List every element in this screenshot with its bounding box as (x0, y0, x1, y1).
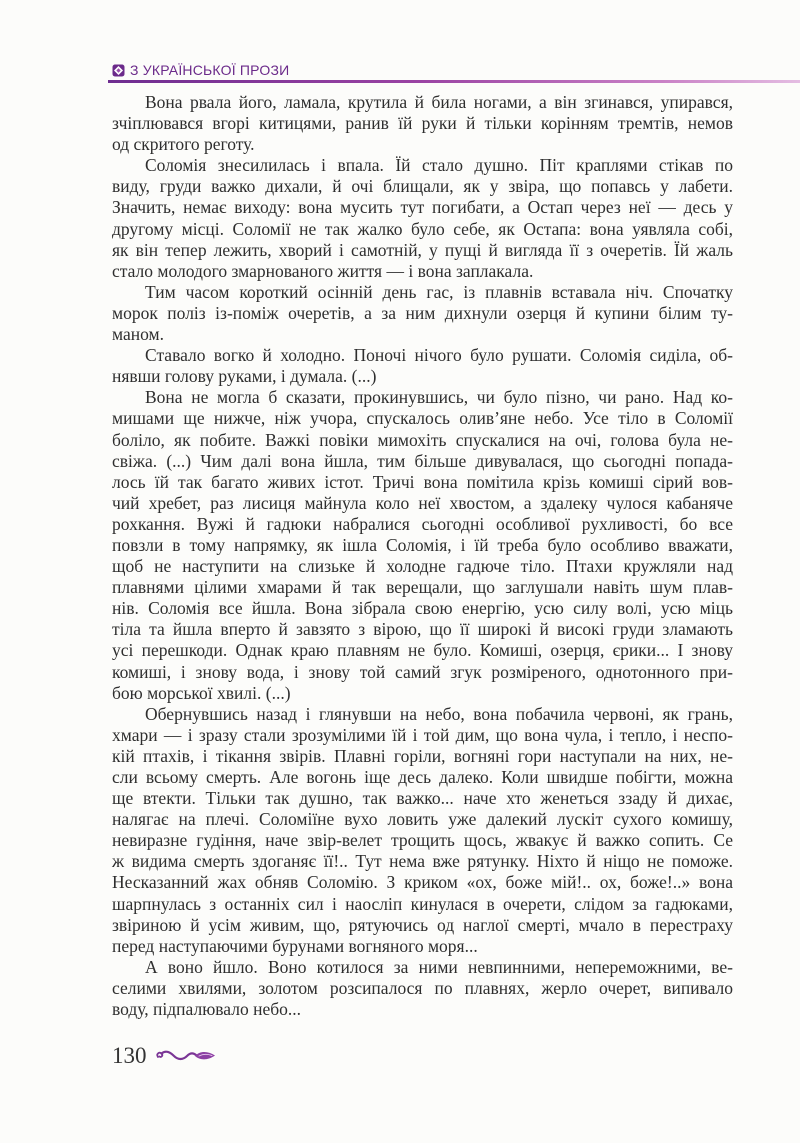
text-line: нів. Соломія все йшла. Вона зібрала свою енергію, усю силу волі, усю міць (112, 598, 733, 619)
text-line: стало молодого змарнованого життя — і вона заплакала. (112, 260, 534, 281)
ornament-square-icon (112, 64, 125, 77)
text-line: селими хвилями, золотом розсипалося по плавнях, жерло очерет, випивало (112, 977, 733, 998)
text-line: звіриною й усім живим, що, рятуючись од наглої смерті, мчало в перестраху (112, 914, 733, 935)
text-line: Несказанний жах обняв Соломію. З криком «ох, боже мій!.. ох, боже!..» вона (112, 872, 733, 893)
text-line: повзли в тому напрямку, як ішла Соломія, і їй треба було особливо вважати, (112, 534, 733, 555)
running-header (112, 62, 289, 78)
text-line: Значить, немає виходу: вона мусить тут погибати, а Остап через неї — десь у (112, 197, 733, 218)
page-number: 130 (112, 1043, 147, 1068)
text-line: комиші, і знову вода, і знову той самий згук розміреного, однотонного при- (112, 661, 733, 682)
flourish-ornament-icon (155, 1048, 217, 1064)
text-line: Вона рвала його, ламала, крутила й била ногами, а він згинався, упирався, (145, 92, 733, 112)
paragraph (112, 704, 733, 957)
text-line: свіжа. (...) Чим далі вона йшла, тим більше дивувалася, що сьогодні попада- (112, 450, 733, 471)
text-line: хмари — і зразу стали зрозумілими їй і той дим, що вона чула, і тепло, і неспо- (112, 724, 733, 745)
text-line: А воно йшло. Воно котилося за ними невпинними, непереможними, ве- (145, 956, 733, 977)
text-line: ще втекти. Тільки так душно, так важко... наче хто женеться ззаду й дихає, (112, 788, 733, 809)
text-line: налягає на плечі. Соломіїне вухо ловить уже далекий лускіт сухого комишу, (112, 809, 733, 830)
text-line: воду, підпалювало небо... (112, 999, 301, 1020)
text-line: од скритого реготу. (112, 134, 255, 155)
paragraph (112, 345, 733, 387)
text-line: Ставало вогко й холодно. Поночі нічого було рушати. Соломія сиділа, об- (145, 345, 733, 366)
text-line: тіла та йшла вперто й завзято з вірою, що її широкі й високі груди зламають (112, 619, 733, 640)
body-text (112, 92, 733, 1020)
text-line: ж видима смерть здоганяє її!.. Тут нема вже рятунку. Ніхто й ніщо не поможе. (112, 851, 733, 872)
text-line: щоб не наступити на слизьке й холодне гадюче тіло. Птахи кружляли над (112, 556, 733, 577)
text-line: як він тепер лежить, хворий і самотній, у пущі й вигляда її з очеретів. Їй жаль (112, 239, 733, 260)
text-line: виду, груди важко дихали, й очі блищали, як у звіра, що попавсь у лабети. (112, 176, 733, 197)
text-line: Вона не могла б сказати, прокинувшись, чи було пізно, чи рано. Над ко- (145, 387, 733, 408)
text-line: боліло, як побите. Важкі повіки мимохіть спускалися на очі, голова була не- (112, 429, 733, 450)
paragraph (112, 282, 733, 345)
text-line: морок поліз із-поміж очеретів, а за ним дихнули озерця й купини білим ту- (112, 302, 733, 323)
text-line: зчіплювався вгорі китицями, ранив їй руки й тільки корінням тремтів, немов (112, 113, 733, 134)
text-line: Соломія знесилилась і впала. Їй стало душно. Піт краплями стікав по (145, 155, 733, 176)
text-line: перед наступаючими бурунами вогняного моря... (112, 935, 478, 956)
text-line: Обернувшись назад і глянувши на небо, вона побачила червоні, як грань, (145, 703, 733, 724)
text-line: кій птахів, і тікання звірів. Плавні горіли, вогняні гори наступали на них, не- (112, 745, 733, 766)
text-line: невиразне гудіння, наче звір-велет трощить щось, жвакує й важко сопить. Се (112, 830, 733, 851)
text-line: маном. (112, 324, 164, 345)
text-line: рохкання. Вужі й гадюки набралися сьогодні особливої рухливості, бо все (112, 513, 733, 534)
paragraph (112, 92, 733, 155)
text-line: лось їй так багато живих істот. Тричі вона помітила крізь комиші сірий вов- (112, 471, 733, 492)
text-line: сли всьому смерть. Але вогонь іще десь далеко. Коли швидше побігти, можна (112, 767, 733, 787)
text-line: Тим часом короткий осінній день гас, із плавнів вставала ніч. Спочатку (145, 281, 733, 302)
text-line: бою морської хвилі. (...) (112, 682, 291, 703)
text-line: другому місці. Соломії не так жалко було себе, як Остапа: вона уявляла собі, (112, 218, 733, 239)
paragraph (112, 387, 733, 703)
text-line: шарпнулась з останніх сил і наосліп кинулася в очерети, слідом за гадюками, (112, 893, 733, 914)
text-line: нявши голову руками, і думала. (...) (112, 366, 377, 387)
section-title: З УКРАЇНСЬКОЇ ПРОЗИ (130, 62, 290, 78)
header-rule (108, 80, 800, 83)
text-line: мишами ще нижче, ніж учора, спускалось олив’яне небо. Усе тіло в Соломії (112, 408, 733, 429)
text-line: плавнями цілими хмарами й так верещали, що заглушали навіть шум плав- (112, 577, 733, 598)
paragraph (112, 155, 733, 282)
text-line: усі перешкоди. Однак краю плавням не було. Комиші, озерця, єрики... І знову (112, 640, 733, 661)
paragraph (112, 957, 733, 1020)
text-line: чий хребет, раз лисиця майнула коло неї хвостом, а здалеку чулося кабаняче (112, 492, 733, 513)
